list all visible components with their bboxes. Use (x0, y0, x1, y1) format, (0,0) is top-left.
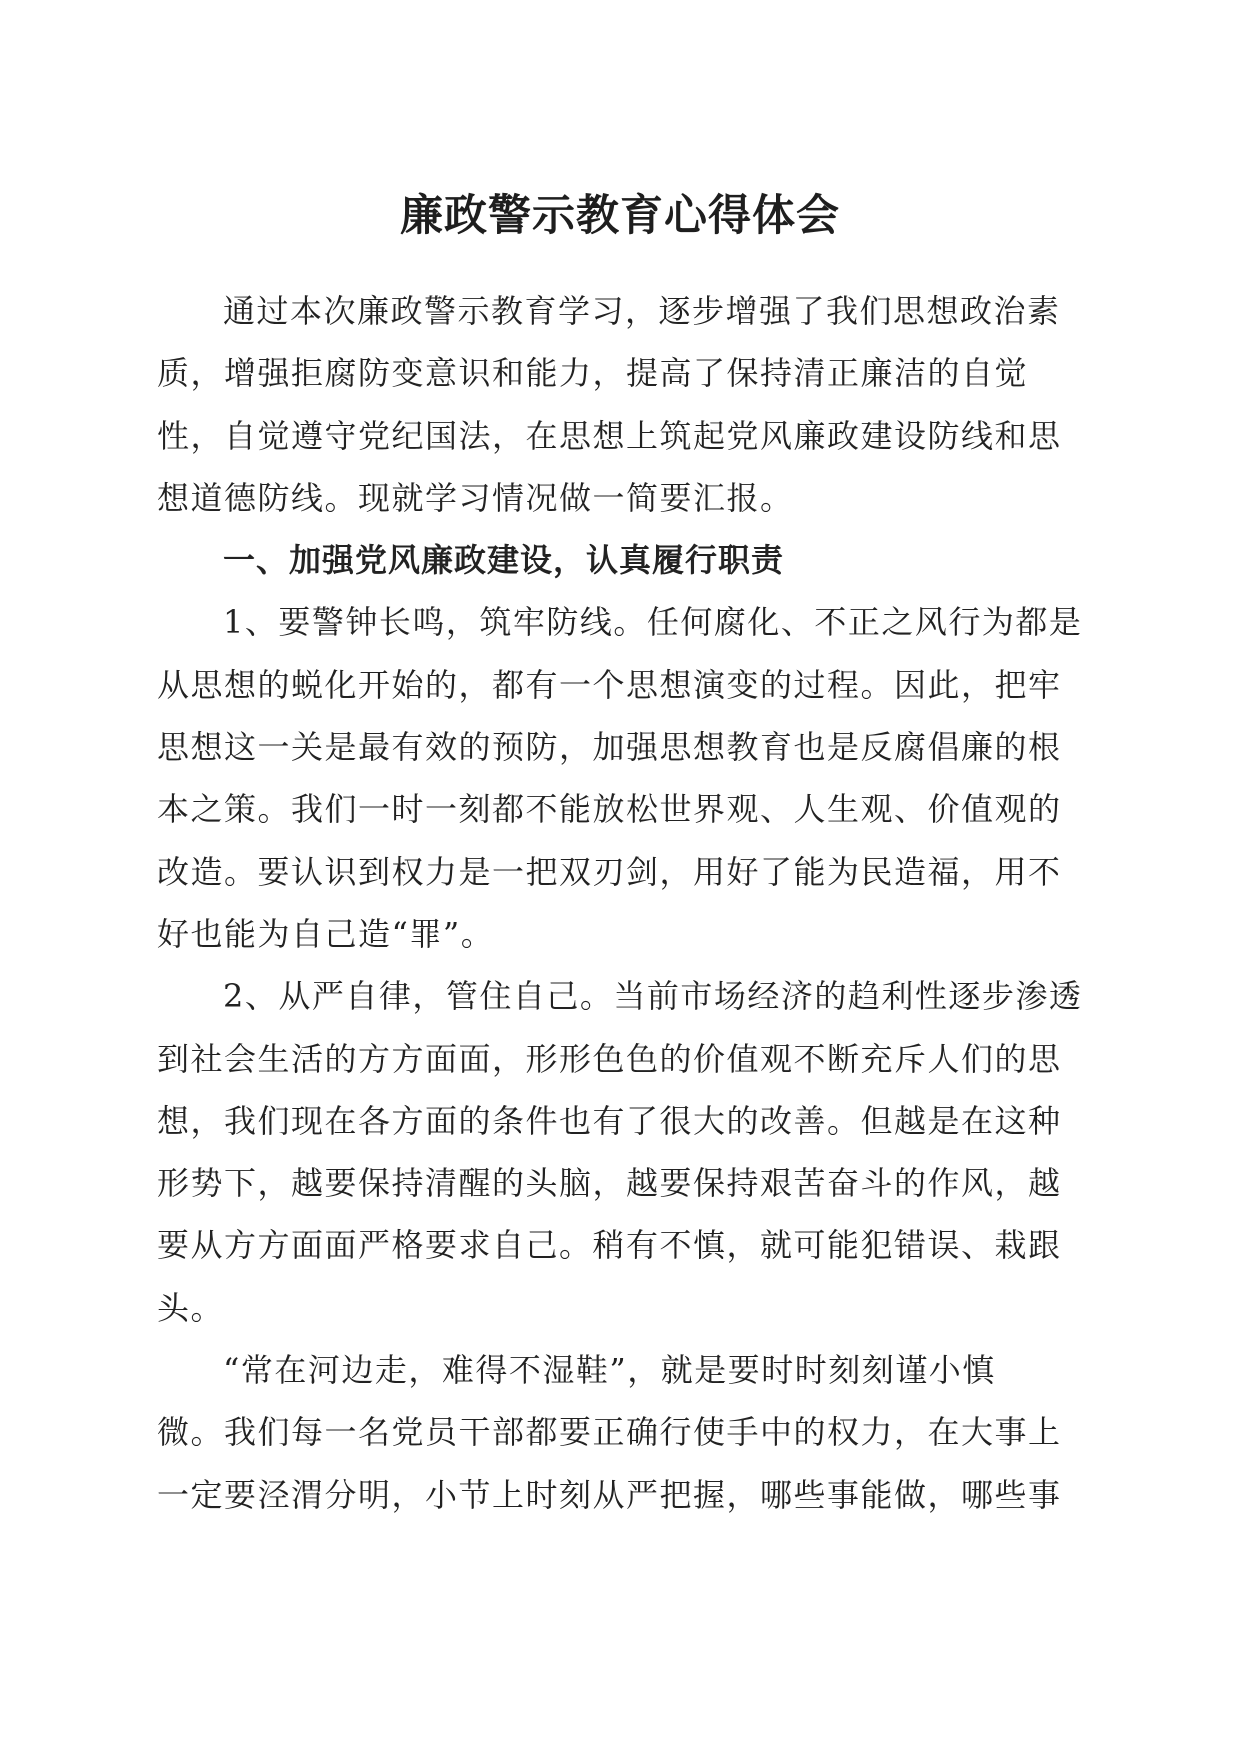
intro-paragraph (157, 280, 1087, 529)
intro-line: 质，增强拒腐防变意识和能力，提高了保持清正廉洁的自觉 (157, 354, 1029, 393)
point-paragraph-2 (157, 965, 1087, 1339)
point-line: 1、要警钟长鸣，筑牢防线。任何腐化、不正之风行为都是 (223, 603, 1083, 642)
intro-line: 通过本次廉政警示教育学习，逐步增强了我们思想政治素 (223, 292, 1061, 330)
point-line: 到社会生活的方方面面，形形色色的价值观不断充斥人们的思 (157, 1039, 1062, 1078)
document-body (157, 280, 1087, 1526)
document-title: 廉政警示教育心得体会 (400, 191, 840, 241)
point-paragraph-3 (157, 1339, 1087, 1526)
point-line: 本之策。我们一时一刻都不能放松世界观、人生观、价值观的 (157, 790, 1062, 829)
point-line: 头。 (157, 1288, 225, 1327)
point-line: 一定要泾渭分明，小节上时刻从严把握，哪些事能做，哪些事 (157, 1475, 1062, 1514)
point-line: 好也能为自己造“罪”。 (157, 914, 495, 953)
section-heading: 一、加强党风廉政建设，认真履行职责 (223, 541, 785, 580)
point-line: 形势下，越要保持清醒的头脑，越要保持艰苦奋斗的作风，越 (157, 1164, 1062, 1203)
point-line: 从思想的蜕化开始的，都有一个思想演变的过程。因此，把牢 (157, 665, 1062, 704)
point-paragraph-1 (157, 591, 1087, 965)
intro-line: 想道德防线。现就学习情况做一简要汇报。 (157, 478, 794, 517)
point-line: 想，我们现在各方面的条件也有了很大的改善。但越是在这种 (157, 1101, 1062, 1140)
point-line: 改造。要认识到权力是一把双刃剑，用好了能为民造福，用不 (157, 852, 1062, 891)
point-line: 要从方方面面严格要求自己。稍有不慎，就可能犯错误、栽跟 (157, 1226, 1062, 1265)
point-line: 微。我们每一名党员干部都要正确行使手中的权力，在大事上 (157, 1413, 1062, 1452)
point-line: 2、从严自律，管住自己。当前市场经济的趋利性逐步渗透 (223, 977, 1083, 1016)
intro-line: 性，自觉遵守党纪国法，在思想上筑起党风廉政建设防线和思 (157, 416, 1062, 455)
point-line: “常在河边走，难得不湿鞋”，就是要时时刻刻谨小慎 (223, 1351, 996, 1390)
point-line: 思想这一关是最有效的预防，加强思想教育也是反腐倡廉的根 (157, 728, 1062, 767)
